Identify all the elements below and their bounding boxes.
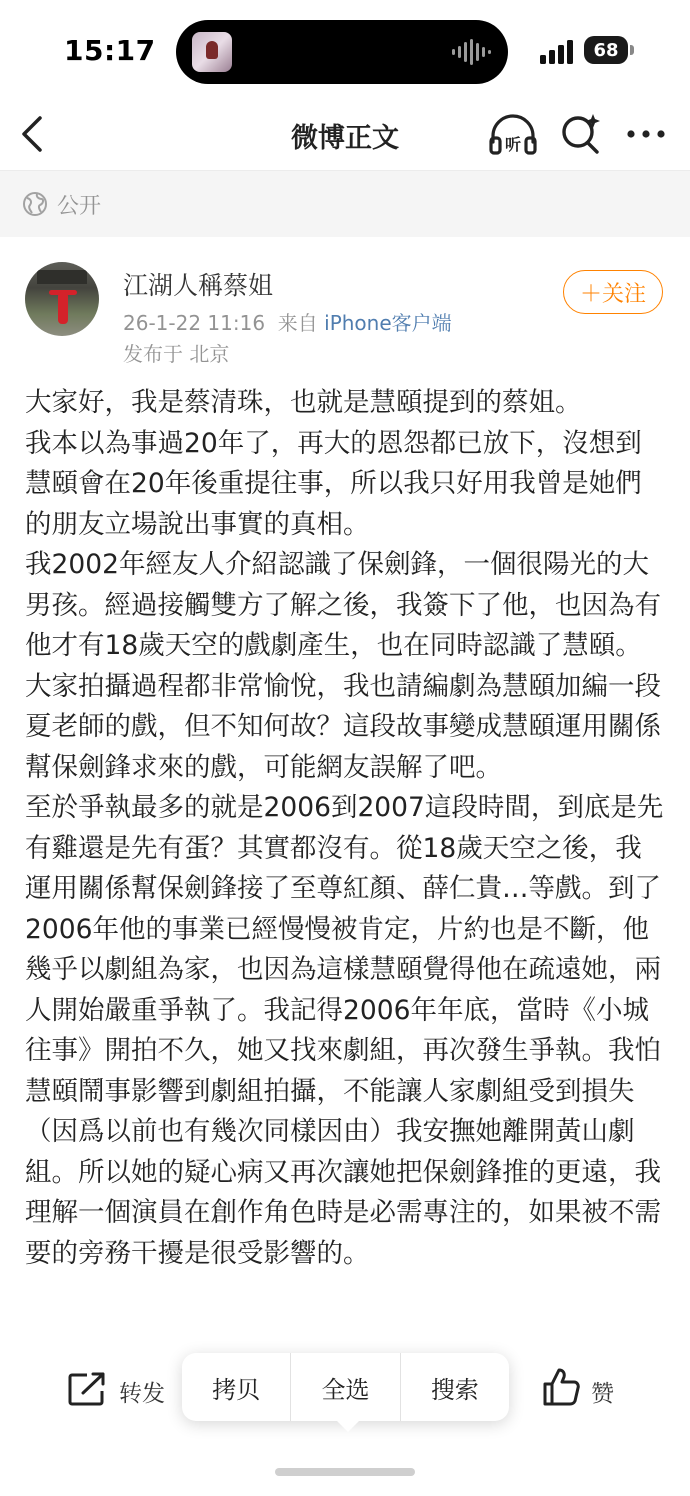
post-timestamp: 26-1-22 11:16 [123,311,266,335]
like-icon[interactable] [542,1367,580,1407]
page-title: 微博正文 [291,123,399,154]
repost-icon[interactable] [67,1371,107,1407]
select-all-menu-item[interactable]: 全选 [290,1353,399,1421]
status-bar [0,0,690,100]
globe-icon [22,191,48,217]
post-location: 发布于 北京 [123,342,230,366]
avatar-photo-person [58,292,68,324]
post-body[interactable] [25,383,667,1343]
post-paragraph: 我本以為事過20年了，再大的恩怨都已放下，沒想到慧頤會在20年後重提往事，所以我只好用我曾是她們的朋友立場說出事實的真相。 [25,427,642,540]
visibility-label: 公开 [57,194,102,219]
avatar[interactable] [25,262,99,336]
post-source-link[interactable]: iPhone客户端 [324,311,452,335]
follow-button[interactable]: ＋关注 [563,270,663,314]
search-icon[interactable] [560,112,602,154]
copy-menu-item[interactable]: 拷贝 [212,1375,261,1404]
dynamic-island[interactable] [176,20,508,84]
audio-wave-icon [452,39,492,65]
status-time: 15:17 [64,34,156,67]
post-source-prefix: 来自 [277,311,318,335]
like-label[interactable]: 赞 [591,1381,614,1407]
more-icon[interactable] [626,128,666,140]
battery-indicator: 68 [584,36,628,64]
post-paragraph: 大家好，我是蔡清珠，也就是慧頤提到的蔡姐。 [25,387,582,418]
post-paragraph: 至於爭執最多的就是2006到2007這段時間，到底是先有雞還是先有蛋？其實都沒有。從18歲天空之後，我運用關係幫保劍鋒接了至尊紅顏、薛仁貴…等戲。到了2006年他的事業已經慢慢被肯定，片約也是不斷，他幾乎以劇組為家，也因為這樣慧頤覺得他在疏遠她，兩人開始嚴重爭執了。我記得2006年年底，當時《小城往事》開拍不久，她又找來劇組，再次發生爭執。我怕慧頤鬧事影響到劇組拍攝，不能讓人家劇組受到損失（因爲以前也有幾次同樣因由）我安撫她離開黃山劇組。所以她的疑心病又再次讓她把保劍鋒推的更遠，我理解一個演員在創作角色時是必需專注的，如果被不需要的旁務干擾是很受影響的。 [25,792,664,1269]
post-paragraph: 我2002年經友人介紹認識了保劍鋒，一個很陽光的大男孩。經過接觸雙方了解之後，我簽下了他，也因為有他才有18歲天空的戲劇產生，也在同時認識了慧頤。大家拍攝過程都非常愉悅，我也請編劇為慧頤加編一段夏老師的戲，但不知何故？這段故事變成慧頤運用關係幫保劍鋒求來的戲，可能網友誤解了吧。 [25,549,661,783]
avatar-photo-gate [37,270,87,284]
text-selection-menu [182,1353,509,1421]
svg-text:听: 听 [504,135,522,154]
now-playing-artwork[interactable] [192,32,232,72]
post-meta [123,307,452,336]
author-name[interactable]: 江湖人稱蔡姐 [123,271,274,300]
home-indicator[interactable] [275,1468,415,1476]
repost-label[interactable]: 转发 [119,1381,165,1407]
cellular-signal-icon [540,40,576,64]
listen-icon[interactable] [488,112,538,158]
visibility-row [0,171,690,237]
nav-bar [0,100,690,171]
search-menu-item[interactable]: 搜索 [400,1353,509,1421]
